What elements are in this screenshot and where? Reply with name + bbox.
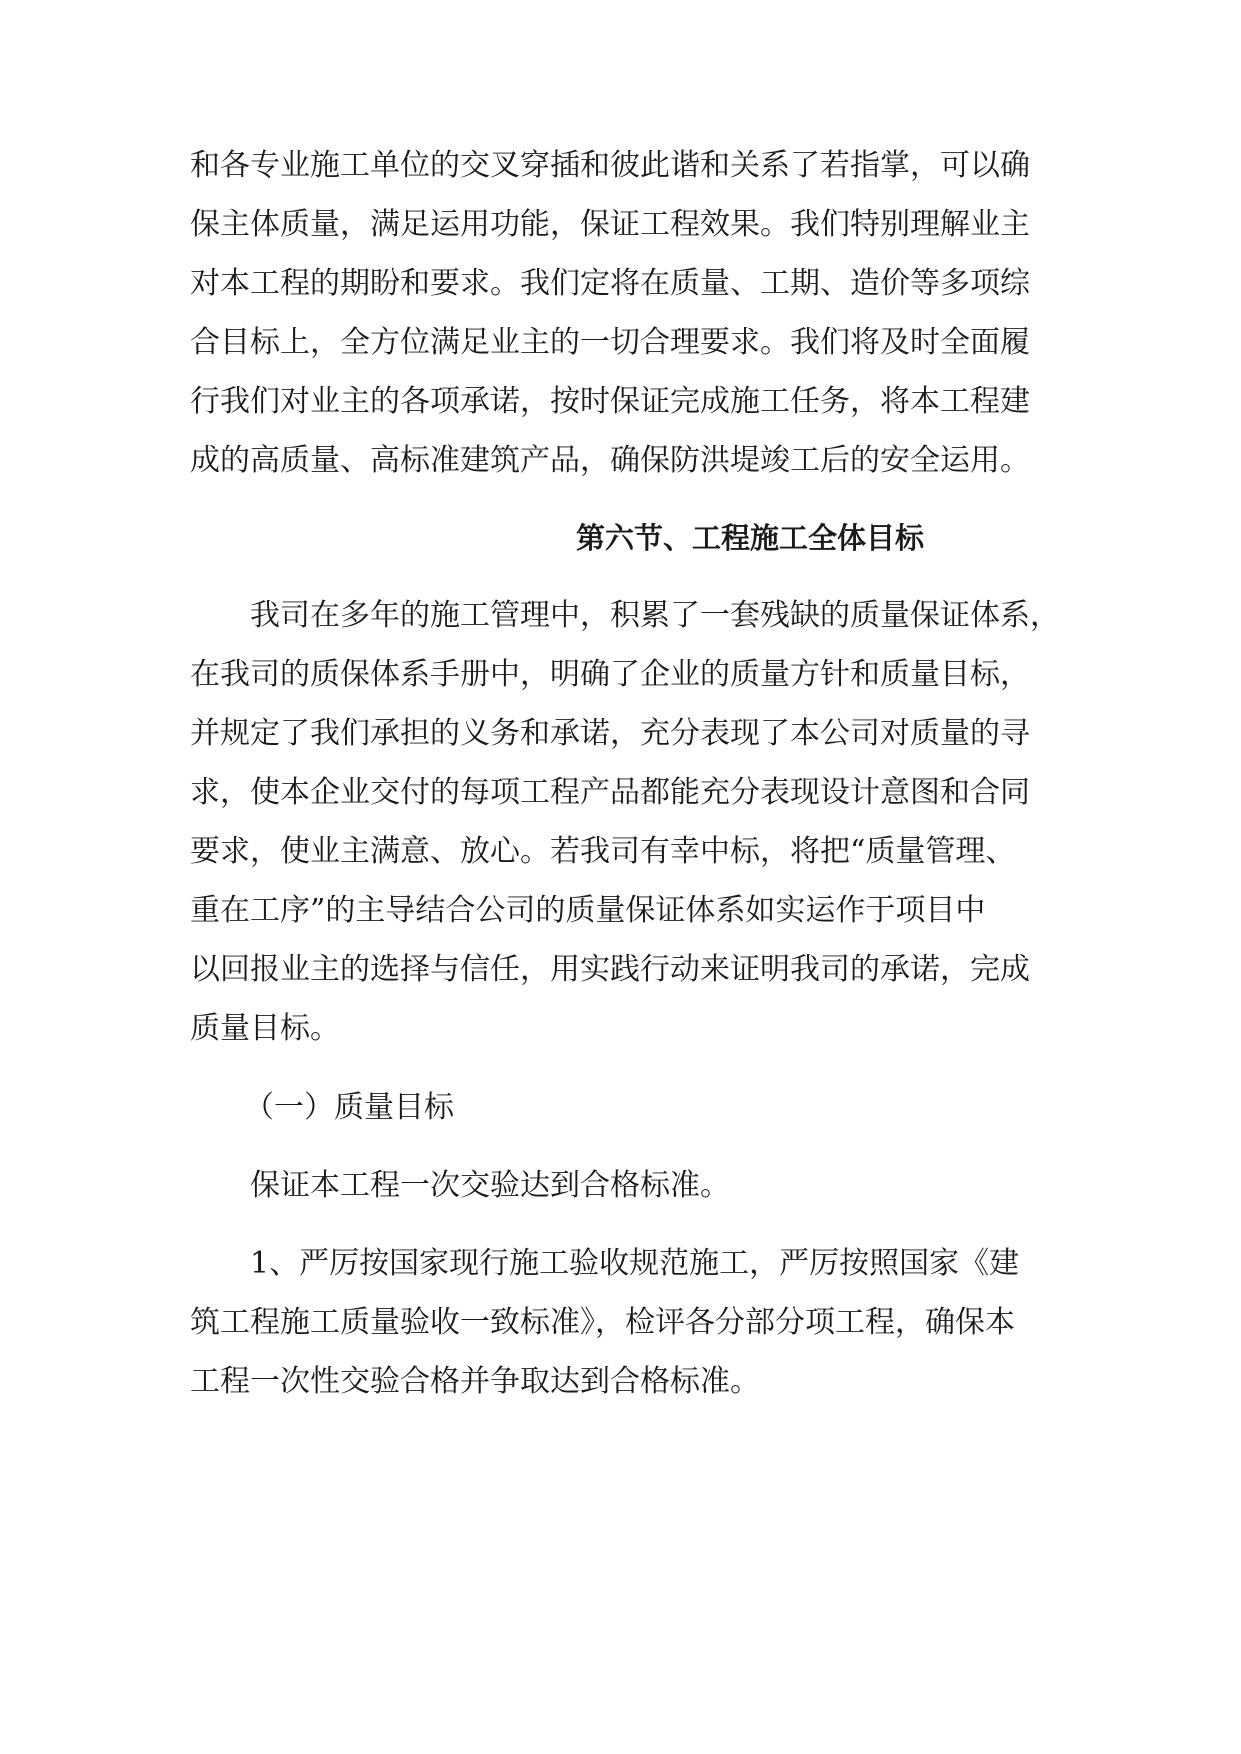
paragraph-2-line-5: 要求，使业主满意、放心。若我司有幸中标，将把“质量管理、: [190, 834, 1016, 869]
paragraph-1-line-5: 行我们对业主的各项承诺，按时保证完成施工任务，将本工程建: [190, 384, 1030, 419]
paragraph-3: 保证本工程一次交验达到合格标准。: [250, 1168, 730, 1203]
paragraph-2-line-4: 求，使本企业交付的每项工程产品都能充分表现设计意图和合同: [190, 775, 1030, 810]
paragraph-4-line-3: 工程一次性交验合格并争取达到合格标准。: [190, 1364, 760, 1399]
paragraph-2-line-1: 我司在多年的施工管理中，积累了一套残缺的质量保证体系，: [250, 598, 1060, 633]
paragraph-2-line-6: 重在工序”的主导结合公司的质量保证体系如实运作于项目中: [190, 893, 986, 928]
paragraph-1-line-4: 合目标上，全方位满足业主的一切合理要求。我们将及时全面履: [190, 325, 1030, 360]
paragraph-2-line-3: 并规定了我们承担的义务和承诺，充分表现了本公司对质量的寻: [190, 716, 1030, 751]
section-heading: 第六节、工程施工全体目标: [576, 521, 925, 555]
paragraph-1-line-6: 成的高质量、高标准建筑产品，确保防洪堤竣工后的安全运用。: [190, 443, 1030, 478]
paragraph-1-line-1: 和各专业施工单位的交叉穿插和彼此谐和关系了若指掌，可以确: [190, 148, 1030, 183]
paragraph-4-line-2: 筑工程施工质量验收一致标准》，检评各分部分项工程，确保本: [190, 1305, 1015, 1340]
paragraph-2-line-2: 在我司的质保体系手册中，明确了企业的质量方针和质量目标，: [190, 657, 1030, 692]
paragraph-2-line-8: 质量目标。: [190, 1011, 340, 1046]
paragraph-2-line-7: 以回报业主的选择与信任，用实践行动来证明我司的承诺，完成: [190, 952, 1030, 987]
paragraph-4-line-1: 1、严厉按国家现行施工验收规范施工，严厉按照国家《建: [250, 1246, 1020, 1281]
subheading-quality-goal: （一）质量目标: [244, 1090, 454, 1125]
paragraph-1-line-2: 保主体质量，满足运用功能，保证工程效果。我们特别理解业主: [190, 207, 1030, 242]
paragraph-1-line-3: 对本工程的期盼和要求。我们定将在质量、工期、造价等多项综: [190, 266, 1030, 301]
